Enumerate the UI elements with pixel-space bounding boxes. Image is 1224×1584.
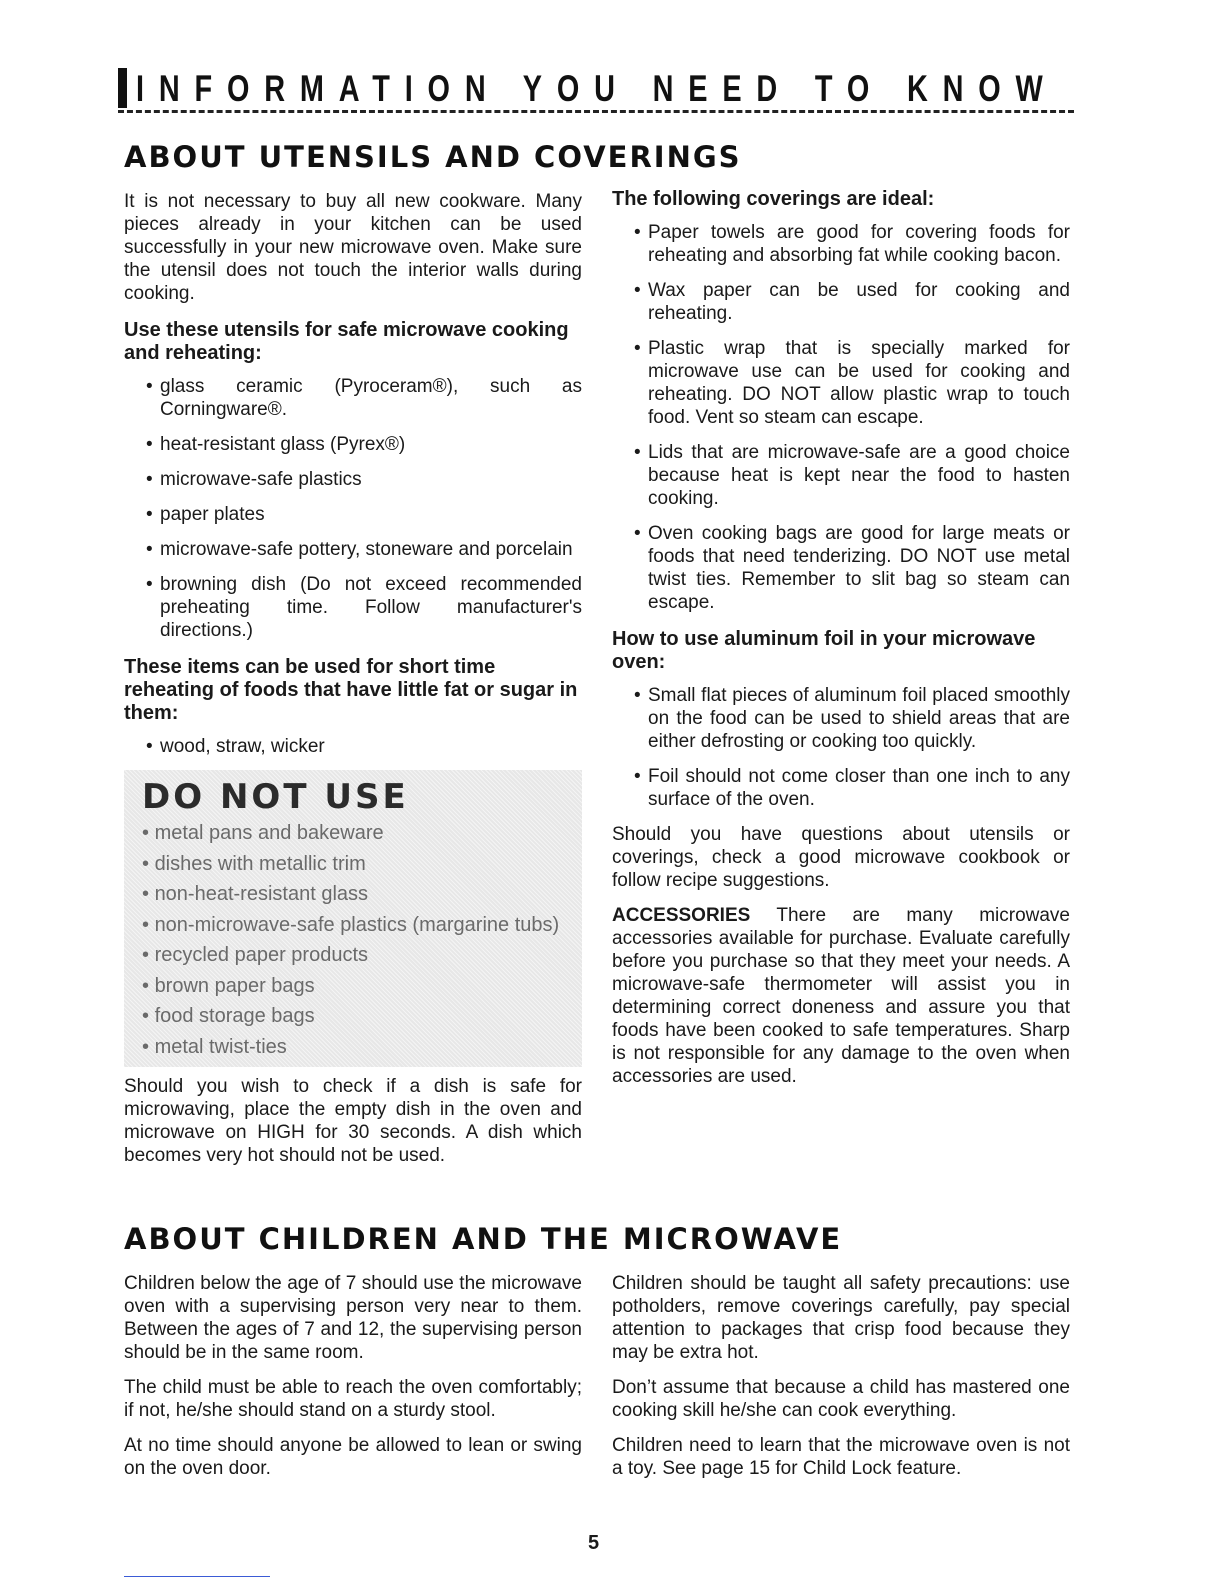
children-section-title: ABOUT CHILDREN AND THE MICROWAVE (124, 1222, 843, 1256)
list-item: • Foil should not come closer than one inch to any surface of the oven. (634, 765, 1070, 811)
list-item: • heat-resistant glass (Pyrex®) (146, 433, 582, 456)
children-paragraph: Don’t assume that because a child has mastered one cooking skill he/she can cook everything. (612, 1377, 1070, 1421)
footer-rule (124, 1576, 270, 1577)
list-item: • Small flat pieces of aluminum foil placed smoothly on the food can be used to shield areas that are either defrosting or cooking too quickly. (634, 684, 1070, 753)
questions-paragraph: Should you have questions about utensils or coverings, check a good microwave cookbook or follow recipe suggestions. (612, 824, 1070, 891)
do-not-use-box (124, 770, 582, 1067)
do-not-use-item: • metal twist-ties (142, 1032, 578, 1063)
do-not-use-item: • non-microwave-safe plastics (margarine tubs) (142, 910, 578, 941)
utensils-right-column (612, 188, 1070, 1100)
safe-utensils-heading: Use these utensils for safe microwave cooking and reheating: (124, 319, 569, 364)
header-bar (118, 68, 127, 108)
list-item: • Paper towels are good for covering foods for reheating and absorbing fat while cooking bacon. (634, 221, 1070, 267)
do-not-use-item: • brown paper bags (142, 971, 578, 1002)
header-dashed-rule (118, 110, 1074, 113)
list-item: • wood, straw, wicker (146, 735, 582, 758)
children-right-column (612, 1272, 1070, 1492)
children-paragraph: At no time should anyone be allowed to lean or swing on the oven door. (124, 1435, 582, 1479)
coverings-heading: The following coverings are ideal: (612, 188, 935, 210)
children-left-column (124, 1272, 582, 1492)
list-item: • browning dish (Do not exceed recommended preheating time. Follow manufacturer's directions.) (146, 573, 582, 642)
children-paragraph: The child must be able to reach the oven comfortably; if not, he/she should stand on a sturdy stool. (124, 1377, 582, 1421)
short-reheating-heading: These items can be used for short time reheating of foods that have little fat or sugar in them: (124, 656, 578, 724)
list-item: • glass ceramic (Pyroceram®), such as Corningware®. (146, 375, 582, 421)
page-header-title: INFORMATION YOU NEED TO KNOW (136, 68, 1058, 109)
children-paragraph: Children need to learn that the microwave oven is not a toy. See page 15 for Child Lock feature. (612, 1435, 1070, 1479)
do-not-use-title: DO NOT USE (142, 777, 409, 817)
children-paragraph: Children below the age of 7 should use the microwave oven with a supervising person very near to them. Between the ages of 7 and 12, the supervising person should be in the same room. (124, 1273, 582, 1363)
do-not-use-item: • metal pans and bakeware (142, 818, 578, 849)
list-item: • Wax paper can be used for cooking and reheating. (634, 279, 1070, 325)
accessories-paragraph (612, 904, 1070, 1088)
list-item: • paper plates (146, 503, 582, 526)
coverings-list (612, 221, 1070, 614)
page-number: 5 (588, 1532, 600, 1554)
list-item: • Oven cooking bags are good for large meats or foods that need tenderizing. DO NOT use metal twist ties. Remember to slit bag so steam can escape. (634, 522, 1070, 614)
children-paragraph: Children should be taught all safety precautions: use potholders, remove coverings carefully, pay special attention to packages that crisp food because they may be extra hot. (612, 1273, 1070, 1363)
do-not-use-item: • food storage bags (142, 1001, 578, 1032)
dish-check-paragraph: Should you wish to check if a dish is safe for microwaving, place the empty dish in the oven and microwave on HIGH for 30 seconds. A dish which becomes very hot should not be used. (124, 1076, 582, 1166)
do-not-use-item: • dishes with metallic trim (142, 849, 578, 880)
list-item: • Lids that are microwave-safe are a good choice because heat is kept near the food to hasten cooking. (634, 441, 1070, 510)
accessories-text: There are many microwave accessories available for purchase. Evaluate carefully before you purchase so that they meet your needs. A microwave-safe thermometer will assist you in determining correct doneness and assure you that foods have been cooked to safe temperatures. Sharp is not responsible for any damage to the oven when accessories are used. (612, 905, 1070, 1087)
short-reheating-list (124, 735, 582, 758)
do-not-use-item: • non-heat-resistant glass (142, 879, 578, 910)
list-item: • Plastic wrap that is specially marked for microwave use can be used for cooking and reheating. DO NOT allow plastic wrap to touch food. Vent so steam can escape. (634, 337, 1070, 429)
page-header (118, 64, 1074, 116)
do-not-use-item: • recycled paper products (142, 940, 578, 971)
safe-utensils-list (124, 375, 582, 642)
list-item: • microwave-safe pottery, stoneware and porcelain (146, 538, 582, 561)
aluminum-foil-list (612, 684, 1070, 811)
aluminum-foil-heading: How to use aluminum foil in your microwave oven: (612, 628, 1036, 673)
list-item: • microwave-safe plastics (146, 468, 582, 491)
accessories-label: ACCESSORIES (612, 905, 751, 926)
utensils-section-title: ABOUT UTENSILS AND COVERINGS (124, 140, 742, 174)
utensils-intro: It is not necessary to buy all new cookware. Many pieces already in your kitchen can be used successfully in your new microwave oven. Make sure the utensil does not touch the interior walls during cooking. (124, 191, 582, 304)
utensils-left-column (124, 190, 582, 1179)
